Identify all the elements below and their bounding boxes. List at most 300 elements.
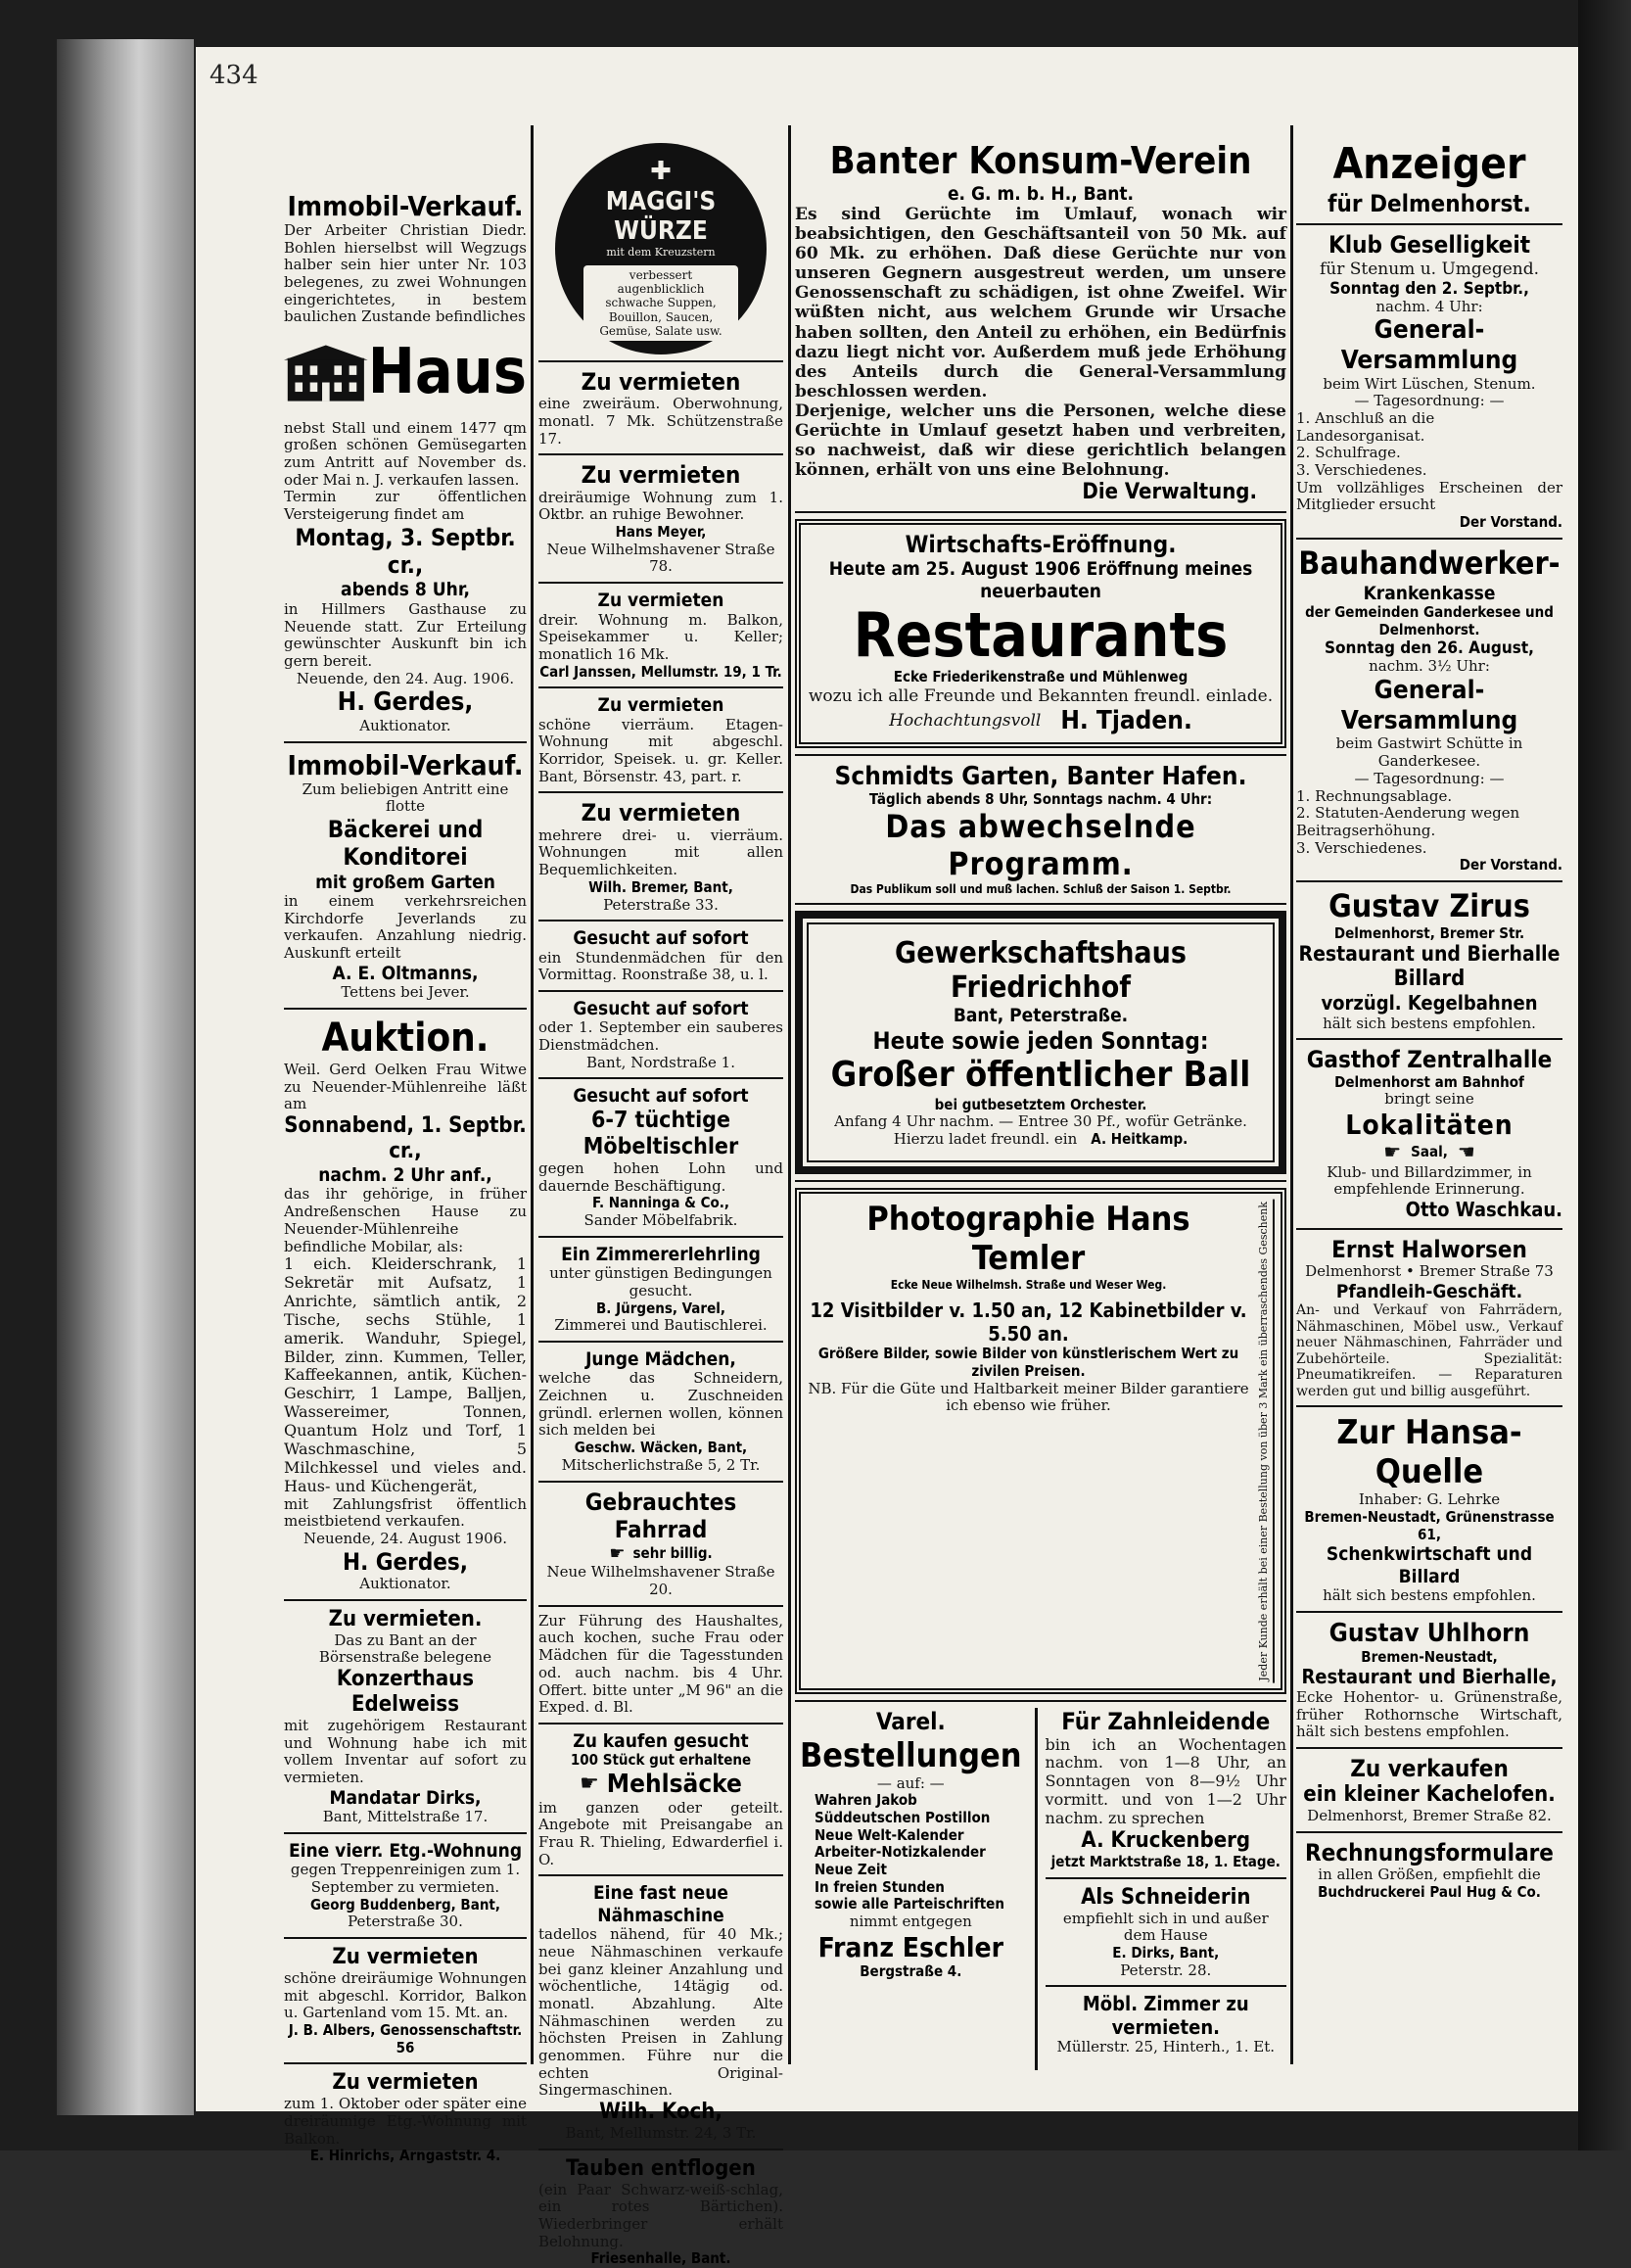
ad-gewerkschaftshaus (795, 911, 1286, 1174)
divider (538, 1723, 783, 1725)
ad-text: Derjenige, welcher uns die Personen, welche diese Gerüchte in Umlauf gesetzt haben und verbreiten, so nachweist, daß wir diese gerichtlich belangen können, erhält von uns eine Belohnung. (795, 401, 1286, 480)
column-3 (795, 129, 1286, 2070)
ad-signature: H. Gerdes, (343, 1547, 468, 1576)
maggi-logo (555, 143, 767, 354)
divider (538, 1341, 783, 1343)
list-item: 1. Rechnungsablage. (1296, 786, 1453, 805)
ad-address: Peterstraße 30. (348, 1913, 463, 1931)
divider (1046, 1877, 1286, 1879)
ad-address: Delmenhorst • Bremer Straße 73 (1305, 1261, 1554, 1280)
ad-signature: Carl Janssen, Mellumstr. 19, 1 Tr. (539, 662, 782, 681)
ad-headline: Pfandleih-Geschäft. (1335, 1280, 1523, 1302)
ad-a3 (538, 590, 783, 681)
ad-address: Bant, Peterstraße. (953, 1005, 1129, 1027)
divider (795, 511, 1286, 513)
ad-signature: E. Dirks, Bant, (1112, 1943, 1220, 1961)
ad-a12 (538, 1613, 783, 1717)
divider (284, 741, 527, 743)
ad-a9 (538, 1244, 783, 1335)
ad-title: Gasthof Zentralhalle (1306, 1046, 1553, 1074)
ad-headline: Konzerthaus Edelweiss (336, 1666, 475, 1717)
ad-date: Sonntag den 26. August, (1325, 638, 1534, 659)
ad-etagenwohnung (284, 1840, 527, 1931)
ad-photographie (795, 1188, 1286, 1695)
ad-text: mit zugehörigem Restaurant und Wohnung habe ich mit vollem Inventar auf sofort zu vermieten. (284, 1716, 527, 1786)
ad-text: mehrere drei- u. vierräum. Wohnungen mit allen Bequemlichkeiten. (538, 826, 783, 879)
ad-address: Ecke Friederikenstraße und Mühlenweg (893, 668, 1188, 686)
gast-saal-row (1296, 1141, 1562, 1164)
ad-moebl-zimmer (1046, 1993, 1286, 2056)
ad-text: Das zu Bant an der Börsenstraße belegene (318, 1630, 492, 1667)
ad-headline: General-Versammlung (1340, 315, 1518, 375)
ad-headline: 6-7 tüchtige Möbeltischler (582, 1107, 739, 1159)
ad-role: Auktionator. (359, 716, 451, 734)
ad-headline: Bestellungen (799, 1735, 1022, 1775)
ad-text: gegen hohen Lohn und dauernde Beschäftigung. (538, 1159, 783, 1195)
ad-title: Immobil-Verkauf. (287, 190, 524, 222)
list-item: In freien Stunden (815, 1877, 945, 1896)
ad-text: wozu ich alle Freunde und Bekannten freundl. einlade. (808, 685, 1274, 706)
column-2 (538, 129, 783, 2268)
ad-title: Zu vermieten (332, 1944, 479, 1969)
ad-text: vorzügl. Kegelbahnen (1321, 991, 1538, 1016)
masthead-title: Anzeiger (1332, 139, 1526, 189)
ad-signature: Franz Eschler (817, 1930, 1004, 1963)
divider (538, 1481, 783, 1483)
ad-zahnleidende (1046, 1708, 1286, 1870)
ad-text: Saal, (1411, 1143, 1448, 1161)
masthead-subtitle: für Delmenhorst. (1328, 189, 1531, 217)
list-item: Süddeutschen Postillon (815, 1809, 991, 1827)
ad-text: 100 Stück gut erhaltene (570, 1751, 752, 1770)
ad-text: — auf: — (876, 1773, 945, 1792)
ad-zu-vermieten-albers (284, 1945, 527, 2056)
divider (795, 754, 1286, 756)
ad-address: Sander Möbelfabrik. (583, 1211, 738, 1230)
ad-klub-geselligkeit (1296, 231, 1562, 532)
ad-varel (795, 1708, 1027, 2070)
page-number: 434 (210, 61, 258, 90)
ad-address: Mitscherlichstraße 5, 2 Tr. (561, 1455, 761, 1474)
ad-text: Heute sowie jeden Sonntag: (872, 1026, 1209, 1055)
ad-title: Zu vermieten (581, 461, 741, 490)
ad-text: dreir. Wohnung m. Balkon, Speisekammer u. Keller; monatlich 16 Mk. (538, 610, 783, 663)
ad-text: Heute am 25. August 1906 Eröffnung meines neuerbauten (828, 558, 1253, 602)
ad-a6 (538, 927, 783, 984)
ad-signature: A. Kruckenberg (1081, 1827, 1251, 1853)
ad-signature: H. Gerdes, (337, 687, 474, 718)
divider (1296, 1228, 1562, 1230)
ad-note: Das Publikum soll und muß lachen. Schluß der Saison 1. Septbr. (850, 882, 1232, 897)
divider (1046, 1985, 1286, 1987)
ad-title: Zu kaufen gesucht (573, 1729, 749, 1752)
divider (1296, 880, 1562, 882)
ad-address: Neue Wilhelmshavener Straße 20. (546, 1563, 775, 1599)
maggi-subtitle: mit dem Kreuzstern (606, 246, 716, 260)
ad-title: Ein Zimmererlehrling (561, 1243, 761, 1265)
ad-signature: Hans Meyer, (615, 523, 707, 542)
ad-a5 (538, 799, 783, 914)
cross-star-icon: ✚ (650, 157, 672, 187)
ad-place-date: Neuende, den 24. Aug. 1906. (296, 669, 515, 687)
house-icon (284, 342, 368, 404)
ad-konzerthaus (284, 1607, 527, 1826)
column-rule-3 (1290, 125, 1293, 2064)
ad-address: Ecke Neue Wilhelmsh. Straße und Weser Weg. (890, 1277, 1167, 1292)
divider (795, 1180, 1286, 1182)
ad-text: bin ich an Wochentagen nachm. von 1—8 Uhr, an Sonntagen von 8—9½ Uhr vormitt. und von 1—2 Uhr nachm. zu sprechen (1045, 1734, 1286, 1828)
pointing-hand-icon: ☚ (1457, 1140, 1475, 1164)
ad-text: Billard (1393, 967, 1466, 992)
ad-title: Eine fast neue Nähmaschine (592, 1882, 729, 1926)
ad-text: Größere Bilder, sowie Bilder von künstlerischem Wert zu zivilen Preisen. (817, 1345, 1239, 1380)
ad-text: tadellos nähend, für 40 Mk.; neue Nähmaschinen verkaufe bei ganz kleiner Anzahlung und wöchentliche, 14tägig od. monatl. Abzahlung. Alte Nähmaschinen werden zu höchsten Preisen in Zahlung genommen. Führe nur die echten Original-Singermaschinen. (538, 1925, 783, 2100)
ad-title: Klub Geselligkeit (1328, 231, 1531, 260)
newspaper-page (196, 47, 1578, 2268)
divider (538, 791, 783, 793)
divider (795, 1700, 1286, 1702)
list-item: Wahren Jakob (815, 1791, 917, 1810)
ad-title: Rechnungsformulare (1305, 1838, 1554, 1866)
ad-title: Zur Hansa-Quelle (1336, 1413, 1522, 1492)
photo-side-note: Jeder Kunde erhält bei einer Bestellung von über 3 Mark ein überraschendes Geschenk (1256, 1200, 1275, 1683)
ad-title: Gesucht auf sofort (573, 997, 749, 1019)
ad-address: Bant, Nordstraße 1. (586, 1053, 735, 1071)
ad-auktion (284, 1016, 527, 1593)
ad-headline: Schenkwirtschaft und Billard (1326, 1543, 1533, 1587)
ad-subtitle: der Gemeinden Ganderkesee und Delmenhorst. (1305, 603, 1554, 638)
ad-text: Täglich abends 8 Uhr, Sonntags nachm. 4 Uhr: (868, 790, 1213, 809)
right-bottom-ads (1046, 1708, 1286, 2070)
ad-ernst-halworsen (1296, 1236, 1562, 1400)
ad-title: Gustav Zirus (1328, 886, 1530, 924)
bottom-split (795, 1708, 1286, 2070)
ad-text: zum 1. Oktober oder später eine dreiräumige Etg.-Wohnung mit Balkon. (284, 2095, 527, 2148)
list-item: 1. Anschluß an die Landesorganisat. (1296, 409, 1435, 445)
ad-title: Junge Mädchen, (585, 1348, 736, 1370)
ad-signature: Wilh. Koch, (599, 2100, 722, 2125)
ad-date: Montag, 3. Septbr. cr., (295, 523, 516, 580)
ad-signature: A. E. Oltmanns, (332, 962, 479, 984)
divider (538, 920, 783, 921)
ad-a8 (538, 1085, 783, 1229)
ad-hansa-quelle (1296, 1413, 1562, 1605)
ad-title: Banter Konsum-Verein (829, 139, 1252, 182)
ad-kachelofen (1296, 1755, 1562, 1825)
ad-place: Tettens bei Jever. (341, 983, 470, 1002)
ad-a2 (538, 461, 783, 576)
ad-text: dreiräumige Wohnung zum 1. Oktbr. an ruhige Bewohner. (538, 488, 783, 524)
ad-title: Photographie Hans Temler (866, 1199, 1190, 1278)
ad-text: Anfang 4 Uhr nachm. — Entree 30 Pf., wofür Getränke. (834, 1112, 1247, 1131)
ad-a10 (538, 1348, 783, 1475)
ad-text: bei gutbesetztem Orchester. (934, 1095, 1147, 1113)
divider (538, 582, 783, 584)
ad-signature: Buchdruckerei Paul Hug & Co. (1318, 1882, 1541, 1901)
ad-address: Bremen-Neustadt, (1361, 1647, 1498, 1666)
book-spine (57, 39, 194, 2115)
ad-title: Zu vermieten (597, 590, 724, 612)
wirt-sign-row (807, 706, 1275, 736)
ad-address: Delmenhorst, Bremer Straße 82. (1307, 1807, 1552, 1825)
ad-gustav-zirus (1296, 888, 1562, 1032)
ad-address: Zimmerei und Bautischlerei. (554, 1316, 768, 1335)
list-item: 2. Schulfrage. (1296, 444, 1401, 462)
ad-text: im ganzen oder geteilt. Angebote mit Preisangabe an Frau R. Thieling, Edwarderfiel i. O. (538, 1798, 783, 1868)
ad-title: Zu verkaufen (1350, 1754, 1509, 1782)
list-item: 3. Verschiedenes. (1296, 838, 1427, 857)
ad-signature: Otto Waschkau. (1405, 1198, 1562, 1222)
list-item: sowie alle Parteischriften (815, 1895, 1004, 1914)
ad-address: Delmenhorst, Bremer Str. (1333, 923, 1525, 942)
ad-signature: J. B. Albers, Genossenschaftstr. 56 (288, 2020, 523, 2056)
ad-headline: Restaurant und Bierhalle, (1301, 1665, 1558, 1689)
ad-text: welche das Schneidern, Zeichnen u. Zuschneiden gründl. erlernen wollen, können sich melden bei (538, 1369, 783, 1440)
ad-subtitle: Krankenkasse (1363, 582, 1496, 604)
haus-row (284, 336, 527, 410)
ad-subtitle: e. G. m. b. H., Bant. (947, 182, 1135, 205)
ad-time: nachm. 3½ Uhr: (1369, 657, 1490, 676)
ad-a1 (538, 368, 783, 448)
pointing-hand-icon: ☛ (609, 1543, 626, 1565)
ad-schmidts-garten (795, 762, 1286, 897)
list-item: Neue Zeit (815, 1861, 887, 1879)
ad-text: Hierzu ladet freundl. ein (893, 1129, 1078, 1148)
ad-title: Gesucht auf sofort (573, 927, 749, 950)
book-right-edge (1578, 0, 1631, 2150)
ad-zu-vermieten-hinrichs (284, 2070, 527, 2165)
ad-text: Ecke Hohentor- u. Grünenstraße, früher Rothornsche Wirtschaft, hält sich bestens empfohlen. (1296, 1687, 1562, 1741)
ad-immobil-verkauf-2 (284, 749, 527, 1002)
ad-title: Möbl. Zimmer zu vermieten. (1082, 1992, 1249, 2039)
ad-signature: Der Vorstand. (1459, 513, 1562, 532)
divider (1296, 538, 1562, 540)
ad-address: Bant, Mellumstr. 24, 3 Tr. (565, 2124, 757, 2143)
ad-headline: Großer öffentlicher Ball (830, 1055, 1251, 1096)
ad-text: das ihr gehörige, in früher Andreßenschen Hause zu Neuender-Mühlenreihe befindliche Mobilar, als: (284, 1185, 527, 1255)
ad-text: Weil. Gerd Oelken Frau Witwe zu Neuender-Mühlenreihe läßt am (284, 1061, 527, 1113)
ad-title: Auktion. (321, 1015, 489, 1061)
list-item: 3. Verschiedenes. (1296, 461, 1427, 480)
ad-rechnungsformulare (1296, 1839, 1562, 1902)
divider (538, 1236, 783, 1238)
ad-text: schöne vierräum. Etagen-Wohnung mit abgeschl. Korridor, Speisek. u. gr. Keller. Bant, Börsenstr. 43, part. r. (538, 715, 783, 785)
ad-a15 (538, 2156, 783, 2268)
fahrrad-row (538, 1543, 783, 1564)
list-item: Neue Welt-Kalender (815, 1825, 964, 1844)
ad-maggi (538, 143, 783, 354)
ad-place-date: Neuende, 24. August 1906. (303, 1529, 508, 1547)
divider (795, 903, 1286, 905)
ad-items: 1 eich. Kleiderschrank, 1 Sekretär mit Aufsatz, 1 Anrichte, sämtlich antik, 2 Tische, sechs Stühle, 1 amerik. Wanduhr, Spiegel, Bilder, zinn. Kummen, Teller, Kaffeekannen, antik, Küchen-Geschirr, 1 Lampe, Balljen, Wassereimer, Tonnen, Quantum Holz und Torf, 1 Waschmaschine, 5 Milchkessel und vieles and. Haus- und Küchengerät, (284, 1254, 527, 1495)
ad-text: empfiehlt sich in und außer dem Hause (1062, 1909, 1269, 1945)
photo-main (807, 1200, 1250, 1683)
ad-signature: Mandatar Dirks, (329, 1786, 482, 1809)
ad-date: Sonnabend, 1. Septbr. cr., (284, 1113, 527, 1164)
ad-time: nachm. 2 Uhr anf., (318, 1164, 492, 1187)
ad-role: Auktionator. (359, 1574, 451, 1592)
ad-text: gegen Treppenreinigen zum 1. September zu vermieten. (290, 1861, 521, 1896)
haus-headline: Haus (367, 336, 527, 409)
ad-address: Peterstr. 28. (1120, 1961, 1212, 1979)
ad-signature: E. Hinrichs, Arngaststr. 4. (309, 2147, 501, 2165)
ad-title: Für Zahnleidende (1061, 1708, 1271, 1736)
ad-title: Ernst Halworsen (1331, 1235, 1527, 1263)
ad-gustav-uhlhorn (1296, 1619, 1562, 1741)
ad-address: Delmenhorst am Bahnhof (1334, 1072, 1524, 1091)
list-item: Arbeiter-Notizkalender (815, 1843, 986, 1862)
divider (538, 453, 783, 455)
divider (538, 990, 783, 992)
ad-headline: Lokalitäten (1345, 1109, 1514, 1142)
ad-bauhandwerker (1296, 545, 1562, 874)
ad-headline: Restaurants (853, 598, 1229, 671)
ad-title: Gewerkschaftshaus Friedrichhof (895, 935, 1187, 1005)
ad-note: hält sich bestens empfohlen. (1323, 1586, 1536, 1605)
ad-subtitle: mit großem Garten (315, 871, 495, 893)
ad-a7 (538, 998, 783, 1071)
divider (538, 1874, 783, 1876)
ad-a4 (538, 694, 783, 785)
ad-title: Bauhandwerker- (1298, 543, 1561, 582)
ad-title: Zu vermieten (597, 694, 724, 717)
divider (538, 360, 783, 362)
ad-text: schöne dreiräumige Wohnungen mit abgeschl. Korridor, Balkon u. Gartenland vom 15. Mt. an. (284, 1968, 527, 2022)
ad-title: Varel. (875, 1708, 946, 1736)
ad-a11 (538, 1488, 783, 1599)
divider (1296, 1405, 1562, 1407)
ad-text: unter günstigen Bedingungen gesucht. (549, 1264, 772, 1299)
gew-sign-row (816, 1131, 1265, 1149)
ad-address: jetzt Marktstraße 18, 1. Etage. (1050, 1852, 1281, 1870)
ad-headline: Bäckerei und Konditorei (327, 816, 484, 872)
ad-place: beim Wirt Lüschen, Stenum. (1323, 374, 1536, 393)
ad-text: Der Arbeiter Christian Diedr. Bohlen hierselbst will Wegzugs halber sein hier unter Nr. 103 belegenes, zu zwei Wohnungen eingerichtetes, in bestem baulichen Zustande befindliches (284, 221, 527, 326)
ad-title: Immobil-Verkauf. (287, 748, 524, 781)
ad-address: Peterstraße 33. (603, 895, 719, 914)
ad-text: nebst Stall und einem 1477 qm großen schönen Gemüsegarten zum Antritt auf November ds. oder Mai n. J. verkaufen lassen. (284, 418, 527, 489)
ad-signature: F. Nanninga & Co., (591, 1194, 730, 1212)
ad-signature: Geschw. Wäcken, Bant, (574, 1439, 748, 1457)
ad-place: beim Gastwirt Schütte in Ganderkesee. (1335, 734, 1523, 771)
column-1 (284, 129, 527, 2165)
ad-title: Gesucht auf sofort (573, 1085, 749, 1108)
ad-title: Wirtschafts-Eröffnung. (905, 530, 1177, 558)
maggi-brand: MAGGI'S WÜRZE (605, 186, 717, 247)
ad-text: Zur Führung des Haushaltes, auch kochen, suche Frau oder Mädchen für die Tagesstunden od. auch nachm. bis 4 Uhr. Offert. bitte unter „M 96" an die Exped. d. Bl. (538, 1611, 783, 1717)
ad-title: Schmidts Garten, Banter Hafen. (834, 761, 1247, 791)
ad-schneiderin (1046, 1885, 1286, 1980)
ad-headline: 12 Visitbilder v. 1.50 an, 12 Kabinetbilder v. 5.50 an. (810, 1298, 1247, 1346)
ad-text: — Tagesordnung: — (1354, 392, 1505, 410)
ad-title: Tauben entflogen (566, 2155, 756, 2181)
ad-headline: ein kleiner Kachelofen. (1303, 1782, 1556, 1808)
maggi-text: verbessert augenblicklich schwache Suppen, Bouillon, Saucen, Gemüse, Salate usw. (583, 265, 738, 341)
ad-text: in allen Größen, empfiehlt die (1318, 1866, 1541, 1884)
ad-headline: Restaurant und Bierhalle (1298, 942, 1561, 967)
ad-address: Bergstraße 4. (860, 1961, 962, 1980)
ad-signature: Der Vorstand. (1459, 856, 1562, 874)
divider (284, 1008, 527, 1010)
divider (1296, 223, 1562, 225)
ad-text: mit Zahlungsfrist öffentlich meistbietend verkaufen. (284, 1494, 527, 1531)
ad-text: Es sind Gerüchte im Umlauf, wonach wir beabsichtigen, den Geschäftsanteil von 50 Mk. auf 60 Mk. zu erhöhen. Daß diese Gerüchte nur von unseren Gegnern ausgestreut werden, um unsere Genossenschaft zu schädigen, ist ohne Zweifel. Wir wüßten nicht, aus welchem Grunde wir Ursache haben sollten, den Anteil zu erhöhen, ein Bedürfnis dazu liegt nicht vor. Außerdem muß jede Erhöhung des Anteils durch die General-Versammlung beschlossen werden. (795, 205, 1286, 402)
divider (284, 1937, 527, 1939)
ad-title: Zu vermieten (581, 799, 741, 827)
ad-text: oder 1. September ein sauberes Dienstmädchen. (538, 1018, 783, 1055)
ad-address: Neue Wilhelmshavener Straße 78. (546, 540, 775, 576)
ad-text: Termin zur öffentlichen Versteigerung findet am (284, 488, 527, 524)
ad-text: nimmt entgegen (849, 1913, 972, 1931)
ad-address: Bremen-Neustadt, Grünenstrasse 61, (1304, 1508, 1555, 1543)
ad-note: NB. Für die Güte und Haltbarkeit meiner Bilder garantiere ich ebenso wie früher. (808, 1379, 1249, 1415)
pointing-hand-icon: ☛ (580, 1772, 599, 1797)
divider (1296, 1038, 1562, 1040)
divider (538, 2149, 783, 2150)
list-item: 2. Statuten-Aenderung wegen Beitragserhöhung. (1296, 804, 1520, 839)
ad-text: sehr billig. (632, 1543, 713, 1562)
divider (284, 2062, 527, 2064)
ad-text: in einem verkehrsreichen Kirchdorfe Jeverlands zu verkaufen. Anzahlung niedrig. Auskunft erteilt (284, 892, 527, 963)
divider (1296, 1611, 1562, 1613)
ad-a14 (538, 1882, 783, 2142)
divider (1296, 1831, 1562, 1833)
ad-signature: Friesenhalle, Bant. (590, 2249, 731, 2268)
ad-text: (ein Paar Schwarz-weiß-schlag, ein rotes Bärtichen). Wiederbringer erhält Belohnung. (538, 2180, 783, 2250)
ad-text: bringt seine (1384, 1090, 1474, 1109)
ad-signature: H. Tjaden. (1060, 705, 1192, 735)
inner-column-rule (1035, 1708, 1038, 2070)
ad-date: Sonntag den 2. Septbr., (1329, 278, 1529, 299)
ad-text: — Tagesordnung: — (1354, 769, 1505, 787)
ad-headline: Das abwechselnde Programm. (885, 807, 1196, 882)
ad-immobil-verkauf-1 (284, 190, 527, 735)
ad-signature: A. Heitkamp. (1091, 1129, 1188, 1148)
ad-title: Zu vermieten (332, 2070, 479, 2096)
ad-title: Zu vermieten (581, 368, 741, 396)
ad-headline: General-Versammlung (1340, 676, 1518, 735)
ad-title: Gebrauchtes Fahrrad (584, 1488, 737, 1543)
ad-signature: Georg Buddenberg, Bant, (309, 1895, 501, 1914)
divider (284, 1599, 527, 1601)
divider (538, 686, 783, 688)
ad-text: ein Stundenmädchen für den Vormittag. Roonstraße 38, u. l. (538, 948, 783, 984)
ad-note: hält sich bestens empfohlen. (1323, 1014, 1536, 1032)
divider (538, 1605, 783, 1607)
ad-signature: Die Verwaltung. (1082, 479, 1257, 504)
ad-text: An- und Verkauf von Fahrrädern, Nähmaschinen, Möbel usw., Verkauf neuer Nähmaschinen, Fahrräder und Zubehörteile. Spezialität: Pneumatikreifen. — Reparaturen werden gut und billig ausgeführt. (1296, 1302, 1562, 1399)
ad-gasthof-zentralhalle (1296, 1046, 1562, 1221)
divider (284, 1832, 527, 1834)
ad-text: Zum beliebigen Antritt eine flotte (302, 780, 509, 816)
ad-signature: B. Jürgens, Varel, (596, 1299, 725, 1317)
ad-address: Müllerstr. 25, Hinterh., 1. Et. (1056, 2038, 1276, 2056)
ad-wirtschafts-eroeffnung (795, 519, 1286, 748)
ad-a13 (538, 1730, 783, 1869)
pointing-hand-icon: ☛ (1383, 1140, 1402, 1164)
ad-text: Inhaber: G. Lehrke (1358, 1490, 1501, 1509)
ad-text: Klub- und Billardzimmer, in empfehlende Erinnerung. (1327, 1162, 1532, 1199)
ad-subtitle: für Stenum u. Umgegend. (1319, 259, 1540, 279)
mehlsaecke-row (538, 1770, 783, 1800)
column-rule-1 (531, 125, 534, 2064)
column-4 (1296, 129, 1562, 1902)
divider (1296, 1747, 1562, 1749)
ad-text: Um vollzähliges Erscheinen der Mitglieder ersucht (1296, 478, 1562, 514)
masthead-anzeiger (1296, 139, 1562, 217)
ad-text: eine zweiräum. Oberwohnung, monatl. 7 Mk. Schützenstraße 17. (538, 395, 783, 448)
ad-signature: Wilh. Bremer, Bant, (588, 877, 733, 896)
